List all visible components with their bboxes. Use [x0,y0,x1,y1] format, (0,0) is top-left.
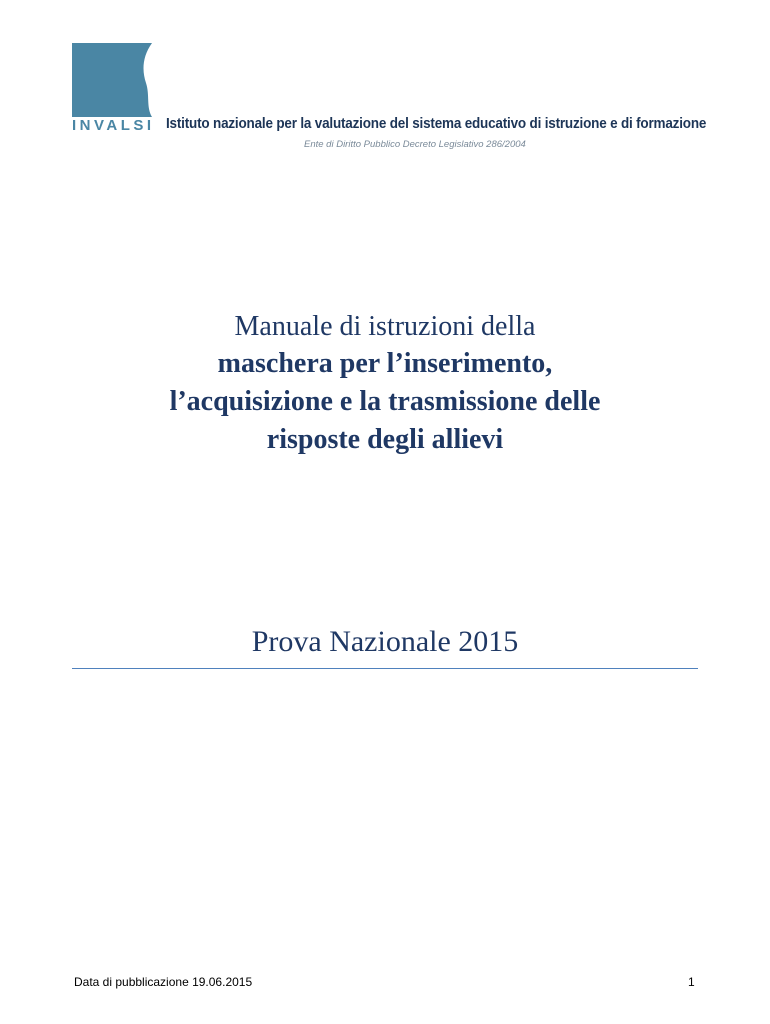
title-line-2: maschera per l’inserimento, [217,348,553,379]
title-line-1: Manuale di istruzioni della [234,311,536,342]
document-subtitle: Prova Nazionale 2015 [251,625,519,658]
title-line-3: l’acquisizione e la trasmissione delle [169,386,601,417]
brand-full-name: Istituto nazionale per la valutazione del sistema educativo di istruzione e di formazione [166,116,707,132]
title-line-4: risposte degli allievi [266,424,504,455]
brand-subtitle: Ente di Diritto Pubblico Decreto Legislativo 286/2004 [304,139,526,150]
page-number: 1 [688,975,695,989]
document-title [0,309,770,459]
publication-date: Data di pubblicazione 19.06.2015 [74,975,253,989]
invalsi-logo-icon [72,43,152,117]
subtitle-divider [72,668,698,669]
brand-name: INVALSI [72,117,155,134]
